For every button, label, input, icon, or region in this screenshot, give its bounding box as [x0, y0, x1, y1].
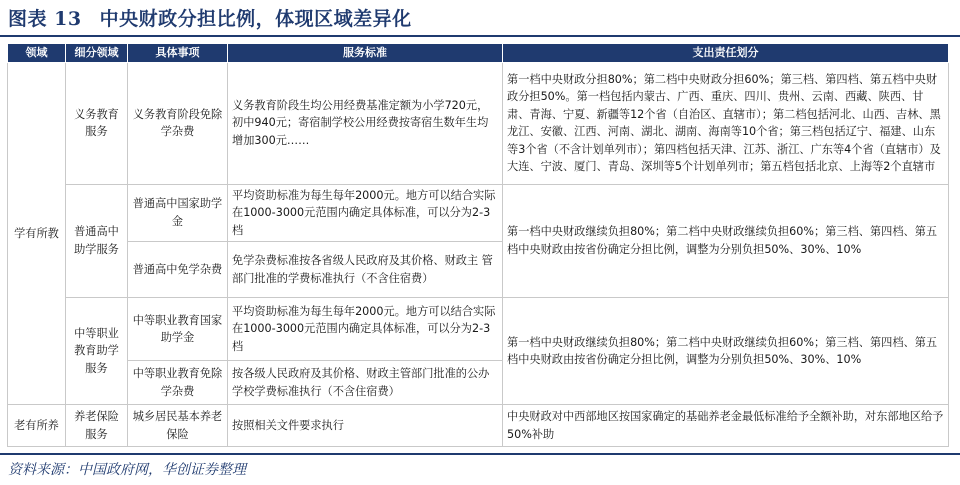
cell-domain: 学有所教: [8, 62, 66, 405]
cell-subdomain: 义务教育服务: [66, 62, 128, 184]
header-subdomain: 细分领域: [66, 44, 128, 63]
figure-header: [0, 0, 960, 38]
table-row: [8, 405, 949, 447]
cell-standard: 义务教育阶段生均公用经费基准定额为小学720元，初中940元；寄宿制学校公用经费按寄宿生数年生均增加300元……: [228, 62, 503, 184]
cell-responsibility: 第一档中央财政分担80%；第二档中央财政分担60%；第三档、第四档、第五档中央财政分担50%。第一档包括内蒙古、广西、重庆、四川、贵州、云南、西藏、陕西、甘肃、青海、宁夏、新疆等12个省（自治区、直辖市）；第二档包括河北、山西、吉林、黑龙江、安徽、江西、河南、湖北、湖南、海南等10个省；第三档包括辽宁、福建、山东等3个省（不含计划单列市）；第四档包括天津、江苏、浙江、广东等4个省（直辖市）及大连、宁波、厦门、青岛、深圳等5个计划单列市；第五档包括北京、上海等2个直辖市: [503, 62, 949, 184]
table-row: [8, 62, 949, 184]
cell-item: 普通高中国家助学金: [128, 184, 228, 242]
header-responsibility: 支出责任划分: [503, 44, 949, 63]
table-header-row: [8, 44, 949, 63]
cell-standard: 免学杂费标准按各省级人民政府及其价格、财政主 管部门批准的学费标准执行（不含住宿费）: [228, 242, 503, 298]
table-row: [8, 298, 949, 361]
cell-item: 城乡居民基本养老保险: [128, 405, 228, 447]
cell-standard: 按照相关文件要求执行: [228, 405, 503, 447]
responsibility-table: [7, 43, 949, 447]
cell-item: 中等职业教育国家助学金: [128, 298, 228, 361]
cell-responsibility: 中央财政对中西部地区按国家确定的基础养老金最低标准给予全额补助，对东部地区给予50%补助: [503, 405, 949, 447]
cell-item: 普通高中免学杂费: [128, 242, 228, 298]
cell-standard: 按各级人民政府及其价格、财政主管部门批准的公办学校学费标准执行（不含住宿费）: [228, 361, 503, 405]
header-item: 具体事项: [128, 44, 228, 63]
cell-standard: 平均资助标准为每生每年2000元。地方可以结合实际在1000-3000元范围内确定具体标准，可以分为2-3档: [228, 298, 503, 361]
cell-standard: 平均资助标准为每生每年2000元。地方可以结合实际在1000-3000元范围内确定具体标准，可以分为2-3档: [228, 184, 503, 242]
title-divider: [0, 35, 960, 37]
cell-responsibility: 第一档中央财政继续负担80%；第二档中央财政继续负担60%；第三档、第四档、第五档中央财政由按省份确定分担比例，调整为分别负担50%、30%、10%: [503, 184, 949, 298]
source-note: 资料来源：中国政府网，华创证券整理: [8, 462, 246, 478]
figure-label: 图表 13: [8, 8, 82, 30]
cell-responsibility: 第一档中央财政继续负担80%；第二档中央财政继续负担60%；第三档、第四档、第五档中央财政由按省份确定分担比例，调整为分别负担50%、30%、10%: [503, 298, 949, 405]
header-domain: 领域: [8, 44, 66, 63]
cell-subdomain: 普通高中助学服务: [66, 184, 128, 298]
cell-subdomain: 养老保险服务: [66, 405, 128, 447]
figure-title: [8, 4, 412, 31]
footer-divider: [0, 453, 960, 455]
cell-domain: 老有所养: [8, 405, 66, 447]
header-standard: 服务标准: [228, 44, 503, 63]
cell-subdomain: 中等职业教育助学服务: [66, 298, 128, 405]
table-row: [8, 184, 949, 242]
cell-item: 中等职业教育免除学杂费: [128, 361, 228, 405]
figure-title-text: 中央财政分担比例，体现区域差异化: [99, 8, 412, 30]
cell-item: 义务教育阶段免除学杂费: [128, 62, 228, 184]
